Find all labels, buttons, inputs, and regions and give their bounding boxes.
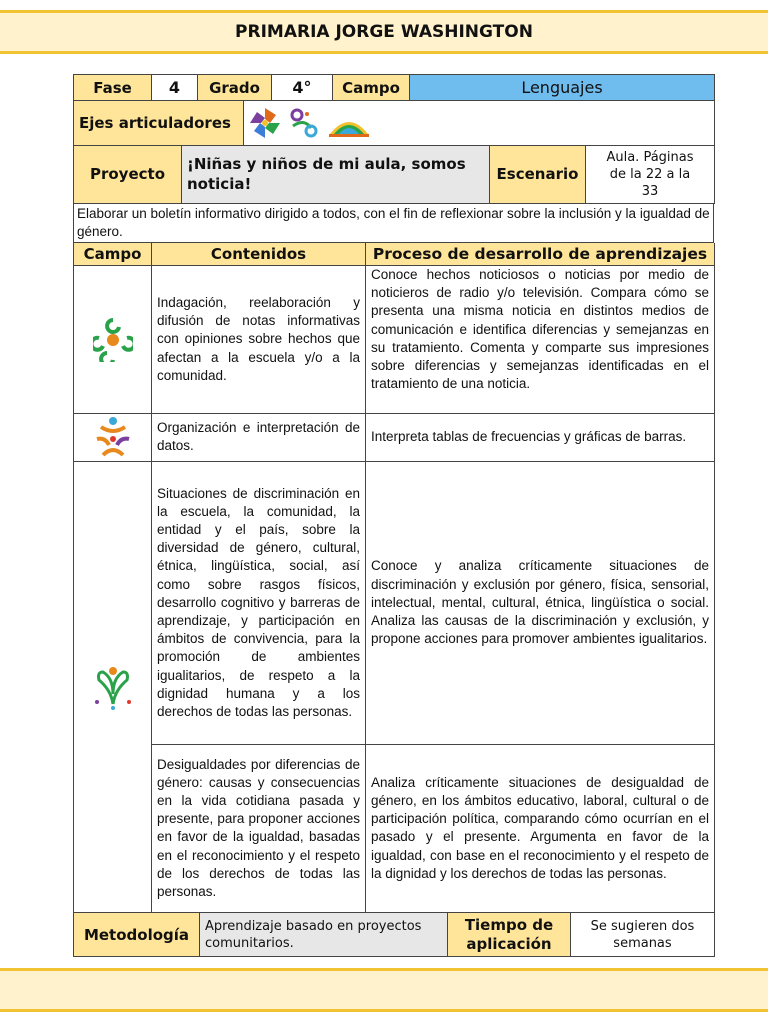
escenario-label: Escenario (490, 146, 586, 204)
campo-label: Campo (333, 75, 410, 101)
ejes-label: Ejes articuladores (74, 101, 244, 145)
planning-sheet (73, 74, 714, 957)
grado-value: 4° (272, 75, 333, 101)
campo-icon-cell (74, 413, 152, 461)
inclusion-icon (248, 106, 282, 140)
contenido-cell: Situaciones de discriminación en la escuela, la comunidad, la entidad y el país, sobre la diversidad de género, cultural, étnica, lingüística, social, así como sobre rasgos físicos, desarrollo cognitivo y barreras de aprendizaje, y participación en ámbitos de convivencia, para la promoción de ambientes igualitarios, de respeto a la dignidad humana y a los derechos de todas las personas. (152, 461, 366, 744)
school-title: PRIMARIA JORGE WASHINGTON (235, 22, 533, 42)
objetivo-table (73, 204, 714, 243)
fase-value: 4 (152, 75, 198, 101)
saberes-icon (91, 415, 135, 459)
interculturalidad-icon (287, 106, 321, 140)
footer-table (73, 913, 715, 958)
campo-icon-cell (74, 265, 152, 413)
ejes-table (73, 101, 715, 146)
escenario-value: Aula. Páginas de la 22 a la 33 (586, 146, 715, 204)
proyecto-label: Proyecto (74, 146, 182, 204)
header-banner (0, 10, 768, 54)
proceso-cell: Interpreta tablas de frecuencias y gráficas de barras. (366, 413, 715, 461)
grado-label: Grado (198, 75, 272, 101)
lectura-icon (326, 106, 372, 140)
metodologia-label: Metodología (74, 913, 200, 957)
proceso-cell: Analiza críticamente situaciones de desigualdad de género, en los ámbitos educativo, laboral, cultural o de participación política, comparando cómo ocurrían en el pasado y el presente. Argumenta en favor de la igualdad, con base en el reconocimiento y el respeto de la dignidad y los derechos de todas las personas. (366, 744, 715, 912)
table-row (74, 265, 715, 413)
proceso-cell: Conoce y analiza críticamente situaciones de discriminación y exclusión por género, física, sensorial, intelectual, mental, cultural, étnica, lingüística o social. Analiza las causas de la discriminación y exclusión, y propone acciones para promover ambientes igualitarios. (366, 461, 715, 744)
proceso-cell: Conoce hechos noticiosos o noticias por medio de noticieros de radio y/o televisión. Compara cómo se presenta una misma noticia en distintos medios de comunicación e identifica diferencias y semejanzas en su tratamiento. Comenta y comparte sus impresiones sobre diferencias y semejanzas identificadas en el tratamiento de una noticia. (366, 265, 715, 413)
fase-label: Fase (74, 75, 152, 101)
col-contenidos: Contenidos (152, 243, 366, 265)
tiempo-value: Se sugieren dos semanas (571, 913, 715, 957)
table-row (74, 744, 715, 912)
lenguajes-icon (93, 316, 133, 362)
campo-icon-cell (74, 461, 152, 912)
proyecto-table (73, 146, 715, 205)
contenido-cell: Desigualdades por diferencias de género: causas y consecuencias en la vida cotidiana pasada y presente, para proponer acciones en favor de la igualdad, basadas en el reconocimiento y el respeto de los derechos de todas las personas. (152, 744, 366, 912)
table-row (74, 413, 715, 461)
proyecto-value: ¡Niñas y niños de mi aula, somos noticia! (182, 146, 490, 204)
info-table (73, 74, 715, 101)
objetivo-text: Elaborar un boletín informativo dirigido a todos, con el fin de reflexionar sobre la inclusión y la igualdad de género. (74, 204, 714, 243)
ejes-icons (244, 101, 715, 145)
etica-icon (93, 664, 133, 710)
content-table (73, 243, 715, 913)
tiempo-label: Tiempo de aplicación (448, 913, 571, 957)
table-row (74, 461, 715, 744)
col-proceso: Proceso de desarrollo de aprendizajes (366, 243, 715, 265)
metodologia-value: Aprendizaje basado en proyectos comunitarios. (200, 913, 448, 957)
contenido-cell: Organización e interpretación de datos. (152, 413, 366, 461)
campo-value: Lenguajes (410, 75, 715, 101)
contenido-cell: Indagación, reelaboración y difusión de notas informativas con opiniones sobre hechos que afectan a la escuela y/o a la comunidad. (152, 265, 366, 413)
col-campo: Campo (74, 243, 152, 265)
footer-banner (0, 968, 768, 1012)
